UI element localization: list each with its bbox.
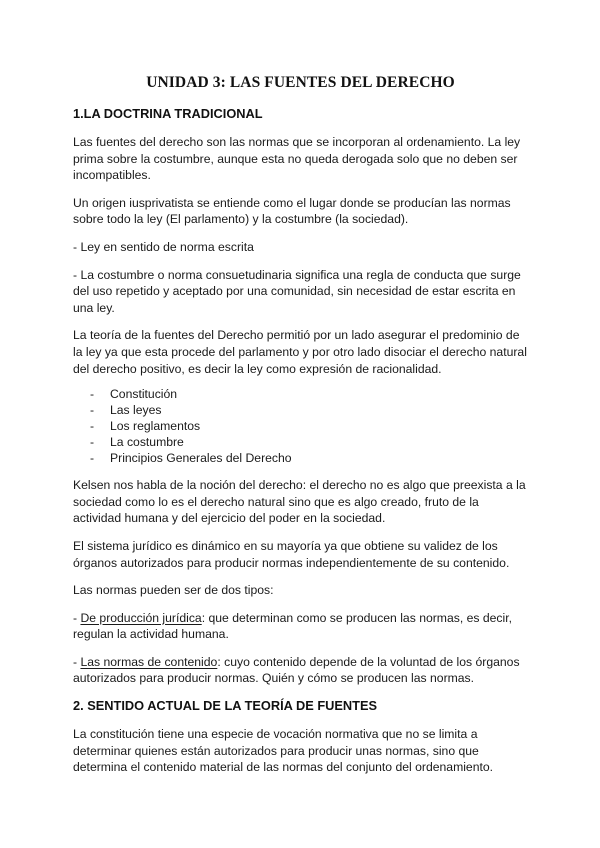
list-item	[90, 418, 528, 434]
document-title: UNIDAD 3: LAS FUENTES DEL DERECHO	[146, 74, 455, 91]
term-definition: : cuyo contenido depende de la voluntad de los órganos autorizados para producir normas. Quién y cómo se producen las normas.	[73, 654, 520, 686]
list-marker: -	[90, 403, 95, 418]
list-marker: -	[90, 387, 95, 402]
section-2-heading: 2. SENTIDO ACTUAL DE LA TEORÍA DE FUENTES	[73, 698, 378, 714]
list-marker: -	[90, 435, 95, 450]
list-item	[90, 386, 528, 402]
list-item-label: Los reglamentos	[110, 419, 201, 434]
list-item	[90, 402, 528, 418]
underlined-term: Las normas de contenido	[80, 654, 218, 669]
paragraph: - Ley en sentido de norma escrita	[73, 239, 254, 254]
sources-list	[73, 386, 528, 466]
paragraph: Las fuentes del derecho son las normas que se incorporan al ordenamiento. La ley prima sobre la costumbre, aunque esta no queda derogada solo que no deben ser incompatibles.	[73, 135, 521, 183]
list-item-label: Constitución	[110, 387, 178, 402]
list-marker: -	[90, 419, 95, 434]
section-1-heading: 1.LA DOCTRINA TRADICIONAL	[73, 106, 263, 121]
norm-type-production	[73, 610, 528, 643]
paragraph: El sistema jurídico es dinámico en su mayoría ya que obtiene su validez de los órganos autorizados para producir normas independientemente de su contenido.	[73, 538, 510, 570]
list-item	[90, 434, 528, 450]
underlined-term: De producción jurídica	[80, 610, 202, 625]
norm-type-content	[73, 654, 528, 687]
dash-prefix: -	[73, 654, 81, 669]
paragraph: Kelsen nos habla de la noción del derecho: el derecho no es algo que preexista a la sociedad como lo es el derecho natural sino que es algo creado, fruto de la actividad humana y del ejercicio del poder en la sociedad.	[73, 478, 526, 526]
paragraph: La constitución tiene una especie de vocación normativa que no se limita a determinar quienes están autorizados para producir unas normas, sino que determina el contenido material de las normas del conjunto del ordenamiento.	[73, 727, 494, 775]
list-item	[90, 450, 528, 466]
list-item-label: Principios Generales del Derecho	[110, 451, 292, 466]
term-definition: : que determinan como se producen las normas, es decir, regulan la actividad humana.	[73, 610, 512, 642]
dash-prefix: -	[73, 610, 81, 625]
paragraph: - La costumbre o norma consuetudinaria significa una regla de conducta que surge del uso repetido y aceptado por una comunidad, sin necesidad de estar escrita en una ley.	[73, 267, 521, 315]
list-marker: -	[90, 451, 95, 466]
paragraph: Las normas pueden ser de dos tipos:	[73, 583, 274, 598]
list-item-label: Las leyes	[110, 403, 162, 418]
paragraph: Un origen iusprivatista se entiende como el lugar donde se producían las normas sobre todo la ley (El parlamento) y la costumbre (la sociedad).	[73, 195, 511, 227]
paragraph: La teoría de la fuentes del Derecho permitió por un lado asegurar el predominio de la ley ya que esta procede del parlamento y por otro lado disociar el derecho natural del derecho positivo, es decir la ley como expresión de racionalidad.	[73, 328, 527, 376]
list-item-label: La costumbre	[110, 435, 184, 450]
